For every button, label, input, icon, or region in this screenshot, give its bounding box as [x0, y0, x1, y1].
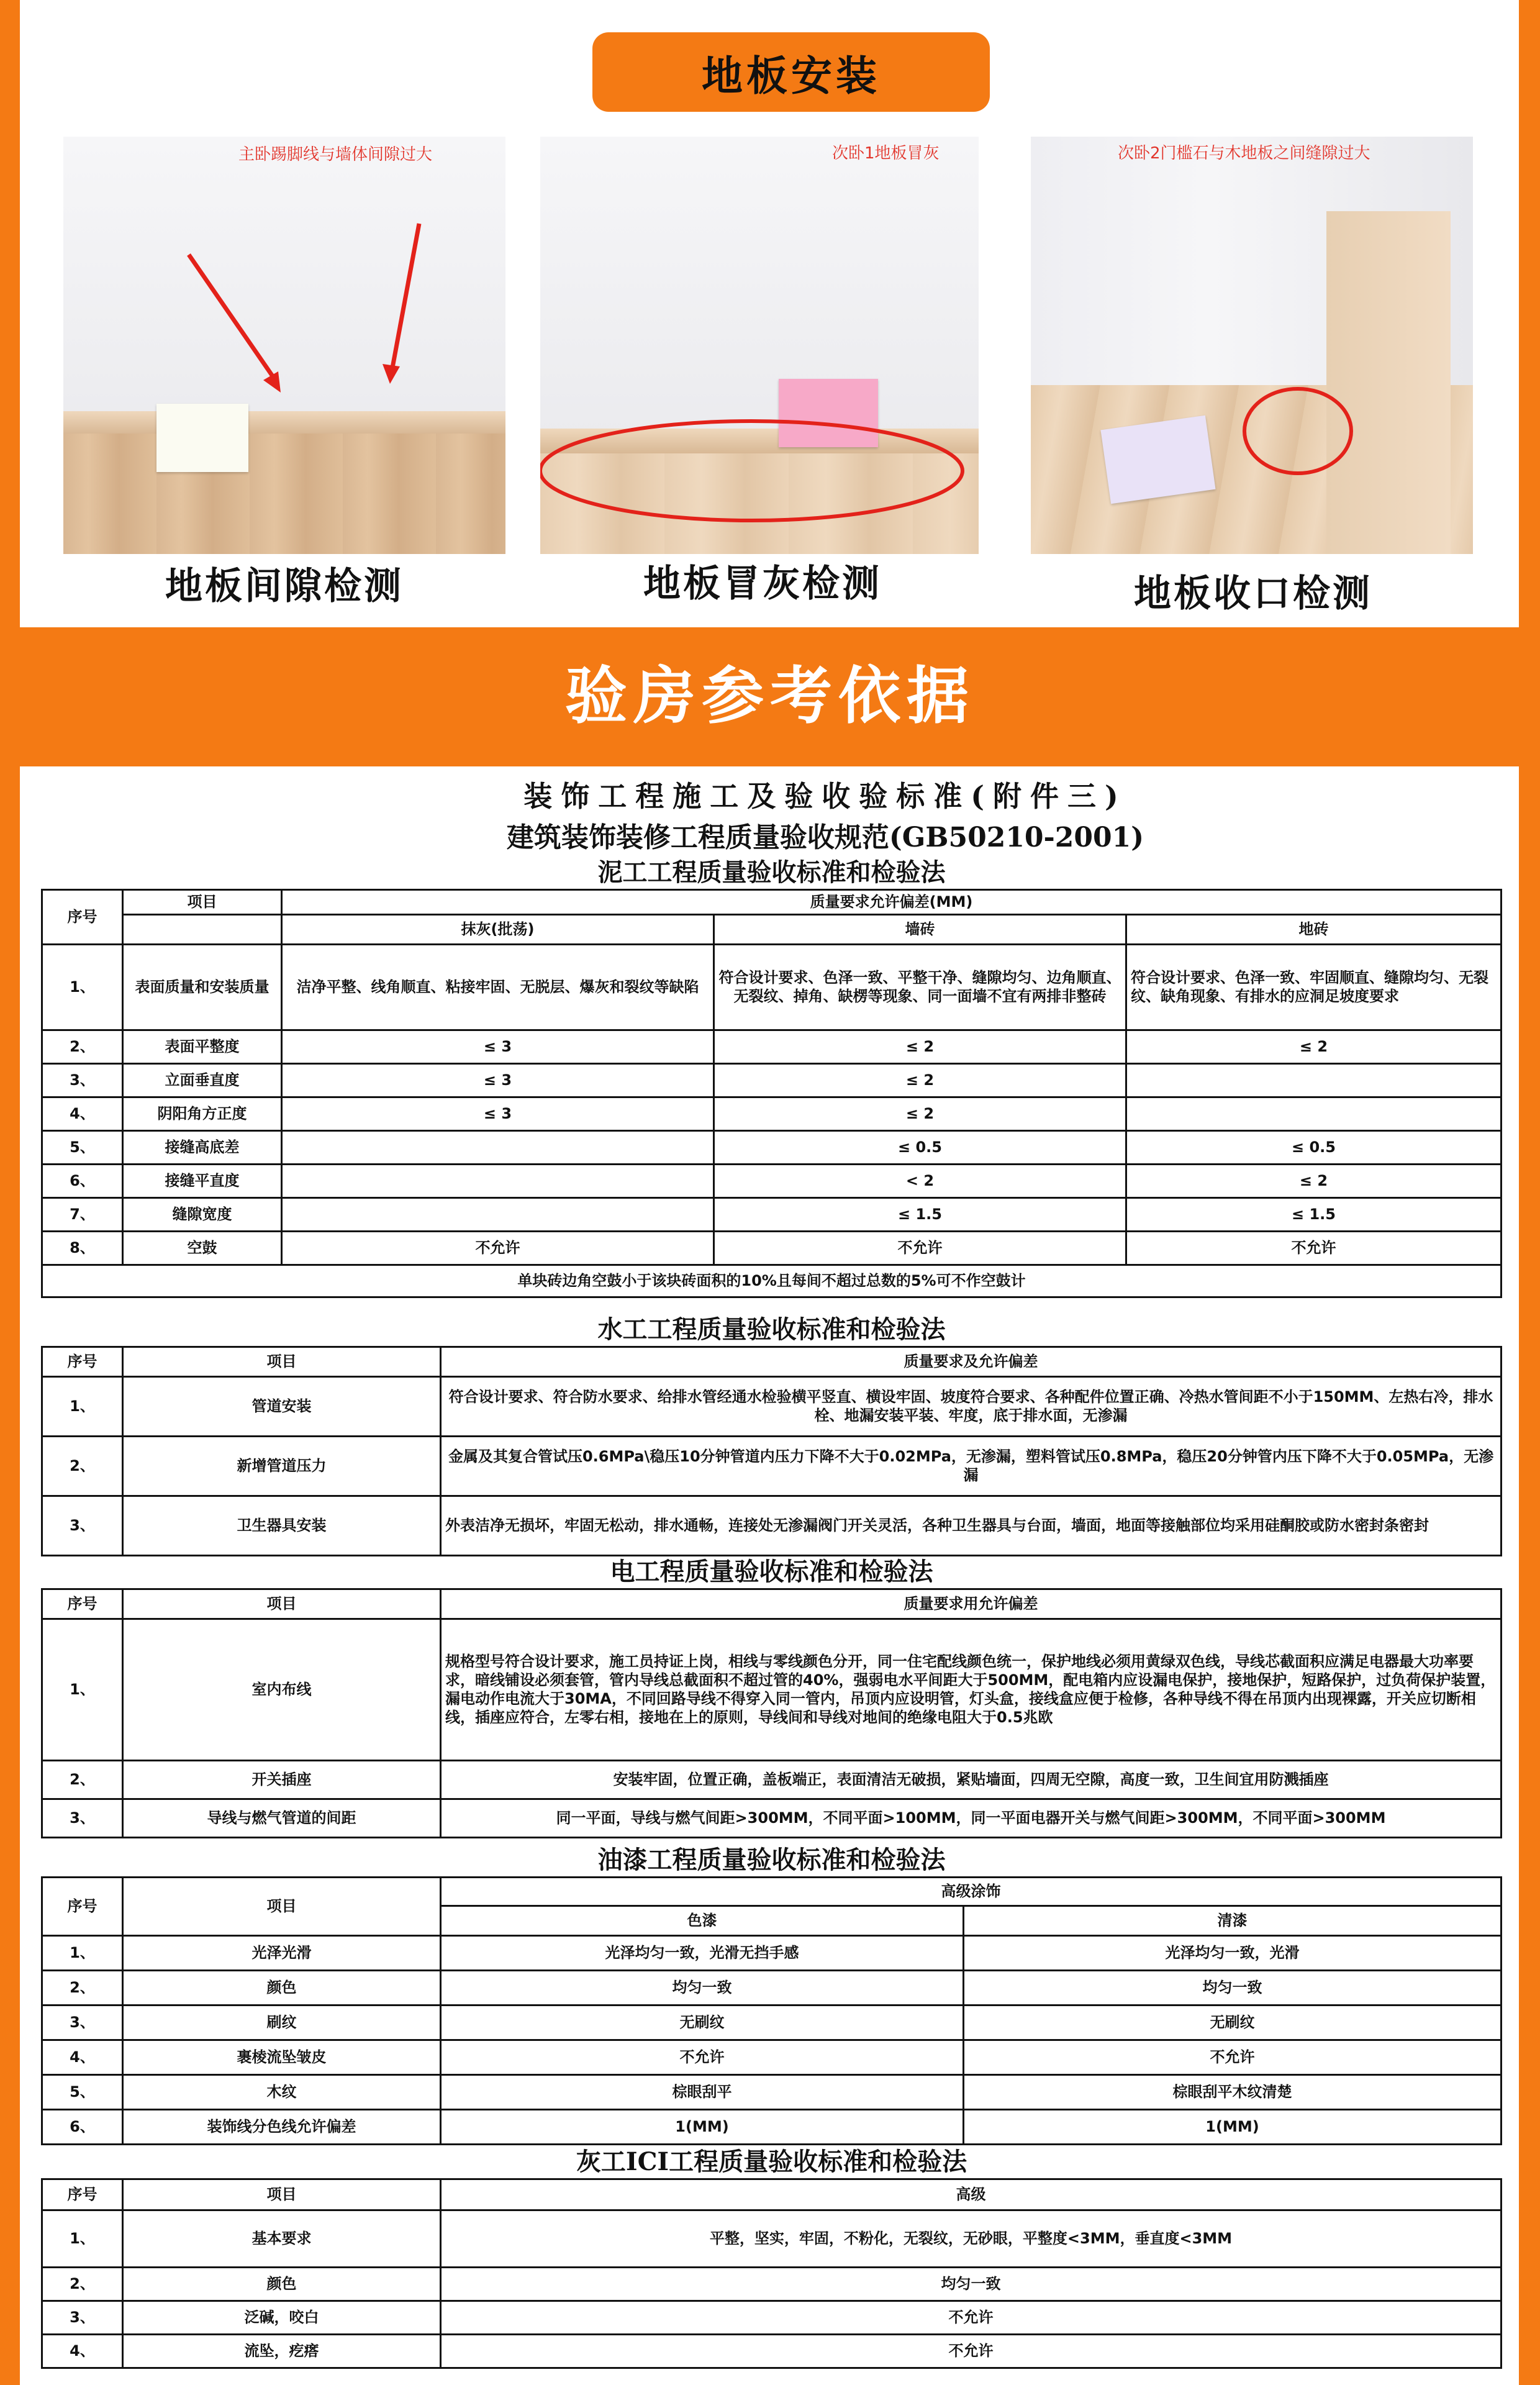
header-requirement: 高级 [441, 2179, 1502, 2210]
table-row [42, 1436, 1502, 1496]
cell: 同一平面，导线与燃气间距>300MM，不同平面>100MM，同一平面电器开关与燃气间距>300MM，不同平面>300MM [441, 1799, 1502, 1837]
table-title: 油漆工程质量验收标准和检验法 [42, 1845, 1502, 1877]
table-row [42, 2210, 1502, 2267]
cell: 光泽均匀一致，光滑 [964, 1935, 1502, 1970]
cell: 不允许 [441, 2334, 1502, 2368]
cell: 棕眼刮平 [441, 2074, 964, 2109]
cell: 5、 [42, 1130, 123, 1164]
ici-standards-table [41, 2146, 1502, 2369]
cell: ≤ 3 [282, 1030, 714, 1063]
cell: 表面平整度 [123, 1030, 282, 1063]
cell: 立面垂直度 [123, 1063, 282, 1097]
cell: 3、 [42, 1496, 123, 1555]
table-title: 电工程质量验收标准和检验法 [42, 1556, 1502, 1589]
cell: 符合设计要求、色泽一致、平整干净、缝隙均匀、边角顺直、无裂纹、掉角、缺楞等现象、同一面墙不宜有两排非整砖 [714, 944, 1126, 1030]
photo-caption-gap: 地板间隙检测 [165, 565, 404, 608]
cell: 符合设计要求、色泽一致、牢固顺直、缝隙均匀、无裂纹、缺角现象、有排水的应洞足坡度要求 [1126, 944, 1502, 1030]
table-row [42, 1496, 1502, 1555]
photo-floor-gap [63, 137, 505, 554]
subheader: 清漆 [964, 1906, 1502, 1935]
cell: 无刷纹 [441, 2005, 964, 2040]
photo-annotation: 次卧2门槛石与木地板之间缝隙过大 [1118, 144, 1370, 163]
header-requirement: 质量要求允许偏差(MM) [282, 889, 1502, 914]
sticky-note [156, 404, 248, 472]
table-row [42, 2301, 1502, 2334]
cell: 泛碱，咬白 [123, 2301, 441, 2334]
header-requirement: 质量要求用允许偏差 [441, 1589, 1502, 1619]
cell: 3、 [42, 1063, 123, 1097]
cell: 符合设计要求、符合防水要求、给排水管经通水检验横平竖直、横设牢固、坡度符合要求、各种配件位置正确、冷热水管间距不小于150MM、左热右冷，排水栓、地漏安装平装、牢度，底于排水面，无渗漏 [441, 1376, 1502, 1436]
cell: 外表洁净无损坏，牢固无松动，排水通畅，连接处无渗漏阀门开关灵活，各种卫生器具与台面，墙面，地面等接触部位均采用硅酮胶或防水密封条密封 [441, 1496, 1502, 1555]
table-row [42, 1197, 1502, 1231]
cell [282, 1130, 714, 1164]
cell: 2、 [42, 1030, 123, 1063]
cell: 不允许 [964, 2040, 1502, 2074]
cell: 3、 [42, 2005, 123, 2040]
table-row [42, 1231, 1502, 1265]
cell: 5、 [42, 2074, 123, 2109]
table-row [42, 2334, 1502, 2368]
cell: ≤ 1.5 [1126, 1197, 1502, 1231]
photo-caption-dust: 地板冒灰检测 [643, 562, 882, 606]
subheader: 地砖 [1126, 914, 1502, 944]
header-no: 序号 [42, 889, 123, 944]
photo-floor-edge [1031, 137, 1473, 554]
cell: 卫生器具安装 [123, 1496, 441, 1555]
cell [282, 1164, 714, 1197]
table-row [42, 2074, 1502, 2109]
cell: 4、 [42, 1097, 123, 1130]
cell: 2、 [42, 1436, 123, 1496]
cell [282, 1197, 714, 1231]
subheader: 抹灰(批荡) [282, 914, 714, 944]
cell: 6、 [42, 1164, 123, 1197]
table-row [42, 1130, 1502, 1164]
table-title: 泥工工程质量验收标准和检验法 [42, 857, 1502, 889]
cell: 1、 [42, 1619, 123, 1760]
cell: ≤ 2 [714, 1097, 1126, 1130]
table-row [42, 1799, 1502, 1837]
cell: 4、 [42, 2334, 123, 2368]
header-no: 序号 [42, 2179, 123, 2210]
cell: < 2 [714, 1164, 1126, 1197]
cell: 6、 [42, 2109, 123, 2144]
cell: 均匀一致 [441, 1970, 964, 2005]
cell: 开关插座 [123, 1760, 441, 1799]
cell: ≤ 3 [282, 1097, 714, 1130]
header-no: 序号 [42, 1589, 123, 1619]
cell: 室内布线 [123, 1619, 441, 1760]
table-row [42, 1619, 1502, 1760]
photo-annotation: 主卧踢脚线与墙体间隙过大 [238, 145, 433, 164]
table-row [42, 1376, 1502, 1436]
table-row [42, 1097, 1502, 1130]
table-row [42, 2040, 1502, 2074]
cell: 刷纹 [123, 2005, 441, 2040]
cell: 接缝高底差 [123, 1130, 282, 1164]
standards-document [20, 766, 1519, 2385]
cell: 均匀一致 [964, 1970, 1502, 2005]
table-row [42, 944, 1502, 1030]
cell: ≤ 2 [1126, 1030, 1502, 1063]
cell: 不允许 [1126, 1231, 1502, 1265]
cell: ≤ 2 [714, 1063, 1126, 1097]
cell: 3、 [42, 2301, 123, 2334]
cell: ≤ 2 [1126, 1164, 1502, 1197]
cell: 8、 [42, 1231, 123, 1265]
cell: 平整，坚实，牢固，不粉化，无裂纹，无砂眼，平整度<3MM，垂直度<3MM [441, 2210, 1502, 2267]
cell: 不允许 [441, 2040, 964, 2074]
cell: 均匀一致 [441, 2267, 1502, 2301]
cell: 1、 [42, 1376, 123, 1436]
header-item: 项目 [123, 2179, 441, 2210]
cell: 阴阳角方正度 [123, 1097, 282, 1130]
cell: 2、 [42, 2267, 123, 2301]
cell: ≤ 2 [714, 1030, 1126, 1063]
masonry-standards-table [41, 857, 1502, 1298]
cell: 不允许 [714, 1231, 1126, 1265]
table-title: 水工工程质量验收标准和检验法 [42, 1314, 1502, 1347]
table-row [42, 1970, 1502, 2005]
table-row [42, 1164, 1502, 1197]
cell: 新增管道压力 [123, 1436, 441, 1496]
cell: 光泽光滑 [123, 1935, 441, 1970]
red-circle [540, 137, 979, 554]
cell: 棕眼刮平木纹清楚 [964, 2074, 1502, 2109]
cell: 接缝平直度 [123, 1164, 282, 1197]
cell: 流坠，疙瘩 [123, 2334, 441, 2368]
cell: 木纹 [123, 2074, 441, 2109]
subheader: 色漆 [441, 1906, 964, 1935]
table-row [42, 1063, 1502, 1097]
cell: 无刷纹 [964, 2005, 1502, 2040]
cell: 规格型号符合设计要求，施工员持证上岗，相线与零线颜色分开，同一住宅配线颜色统一，保护地线必须用黄绿双色线，导线芯截面积应满足电器最大功率要求，暗线铺设必须套管，管内导线总截面积不超过管的40%，强弱电水平间距大于500MM，配电箱内应设漏电保护，接地保护，短路保护，过负荷保护装置，漏电动作电流大于30MA，不同回路导线不得穿入同一管内，吊顶内应设明管，灯头盒，接线盒应便于检修，各种导线不得在吊顶内出现裸露，开关应切断相线，插座应符合，左零右相，接地在上的原则，导线间和导线对地间的绝缘电阻大于0.5兆欧 [441, 1619, 1502, 1760]
table-note: 单块砖边角空鼓小于该块砖面积的10%且每间不超过总数的5%可不作空鼓计 [42, 1265, 1502, 1297]
cell: 缝隙宽度 [123, 1197, 282, 1231]
cell: 7、 [42, 1197, 123, 1231]
red-circle [1031, 137, 1473, 554]
table-row [42, 1030, 1502, 1063]
cell: 管道安装 [123, 1376, 441, 1436]
cell [1126, 1063, 1502, 1097]
header-item: 项目 [123, 1589, 441, 1619]
cell: 不允许 [282, 1231, 714, 1265]
cell: ≤ 1.5 [714, 1197, 1126, 1231]
cell: 1、 [42, 1935, 123, 1970]
red-arrows [63, 137, 505, 554]
header-item: 项目 [123, 1877, 441, 1935]
cell [1126, 1097, 1502, 1130]
cell: 基本要求 [123, 2210, 441, 2267]
cell: ≤ 0.5 [1126, 1130, 1502, 1164]
cell: 2、 [42, 1760, 123, 1799]
cell: ≤ 3 [282, 1063, 714, 1097]
cell: 颜色 [123, 2267, 441, 2301]
header-requirement: 高级涂饰 [441, 1877, 1502, 1906]
cell: 颜色 [123, 1970, 441, 2005]
cell: 装饰线分色线允许偏差 [123, 2109, 441, 2144]
reference-basis-title: 验房参考依据 [565, 659, 975, 732]
cell: 4、 [42, 2040, 123, 2074]
cell: 1、 [42, 944, 123, 1030]
paint-standards-table [41, 1845, 1502, 2145]
doc-subtitle: 建筑装饰装修工程质量验收规范(GB50210-2001) [506, 822, 1144, 853]
photo-floor-dust [540, 137, 979, 554]
table-row [42, 1935, 1502, 1970]
subheader: 墙砖 [714, 914, 1126, 944]
doc-title: 装饰工程施工及验收验标准(附件三) [523, 779, 1127, 813]
plumbing-standards-table [41, 1314, 1502, 1556]
cell: 空鼓 [123, 1231, 282, 1265]
table-row [42, 2005, 1502, 2040]
cell: 1(MM) [964, 2109, 1502, 2144]
header-no: 序号 [42, 1347, 123, 1376]
electrical-standards-table [41, 1556, 1502, 1838]
floor-install-panel [20, 0, 1519, 627]
table-row [42, 2109, 1502, 2144]
photo-annotation: 次卧1地板冒灰 [832, 144, 940, 163]
cell: 1、 [42, 2210, 123, 2267]
section-title-pill: 地板安装 [592, 32, 990, 112]
cell: ≤ 0.5 [714, 1130, 1126, 1164]
cell: 表面质量和安装质量 [123, 944, 282, 1030]
cell: 裹棱流坠皱皮 [123, 2040, 441, 2074]
cell: 1(MM) [441, 2109, 964, 2144]
cell: 洁净平整、线角顺直、粘接牢固、无脱层、爆灰和裂纹等缺陷 [282, 944, 714, 1030]
cell: 金属及其复合管试压0.6MPa\稳压10分钟管道内压力下降不大于0.02MPa，无渗漏，塑料管试压0.8MPa，稳压20分钟管内压下降不大于0.05MPa，无渗漏 [441, 1436, 1502, 1496]
cell: 2、 [42, 1970, 123, 2005]
table-row [42, 2267, 1502, 2301]
header-item: 项目 [123, 1347, 441, 1376]
table-row [42, 1760, 1502, 1799]
cell: 导线与燃气管道的间距 [123, 1799, 441, 1837]
cell: 不允许 [441, 2301, 1502, 2334]
cell: 光泽均匀一致，光滑无挡手感 [441, 1935, 964, 1970]
cell: 3、 [42, 1799, 123, 1837]
header-requirement: 质量要求及允许偏差 [441, 1347, 1502, 1376]
header-item: 项目 [123, 889, 282, 914]
cell: 安装牢固，位置正确，盖板端正，表面清洁无破损，紧贴墙面，四周无空隙，高度一致，卫生间宜用防溅插座 [441, 1760, 1502, 1799]
photo-caption-edge: 地板收口检测 [1134, 572, 1372, 616]
table-title: 灰工ICI工程质量验收标准和检验法 [42, 2146, 1502, 2179]
header-no: 序号 [42, 1877, 123, 1935]
